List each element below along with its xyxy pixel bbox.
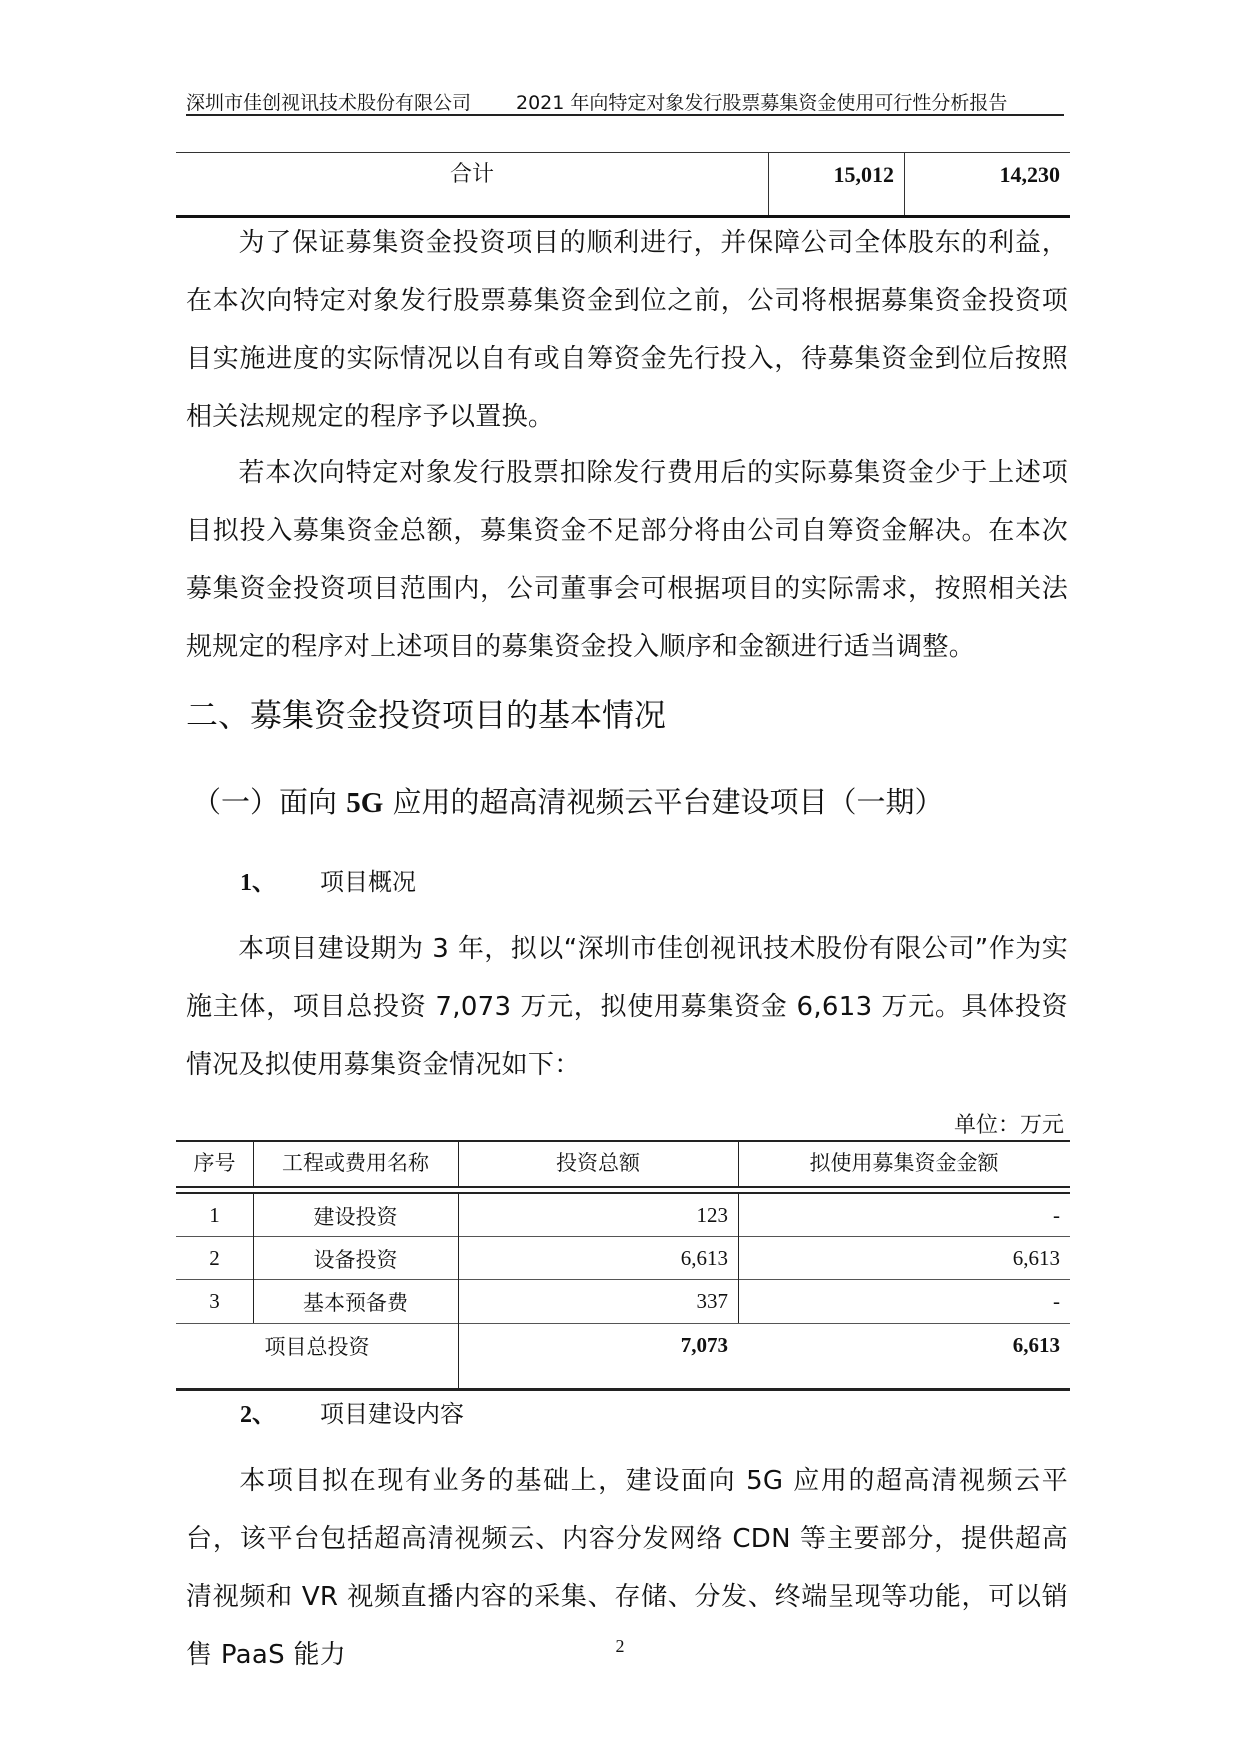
subsection-heading: [192, 780, 944, 821]
subsection-prefix: （一）面向: [192, 785, 347, 819]
row-1-total: 123: [696, 1203, 728, 1227]
item-number: 2、: [240, 1402, 276, 1428]
item-title: 项目建设内容: [320, 1400, 464, 1428]
paragraph-text: 若本次向特定对象发行股票扣除发行费用后的实际募集资金少于上述项目拟投入募集资金总额，募集资金不足部分将由公司自筹资金解决。在本次募集资金投资项目范围内，公司董事会可根据项目的实际需求，按照相关法规规定的程序对上述项目的募集资金投入顺序和金额进行适当调整。: [186, 458, 1068, 662]
item-heading-content: [240, 1394, 464, 1429]
paragraph-text: 本项目建设期为 3 年，拟以“深圳市佳创视讯技术股份有限公司”作为实施主体，项目总投资 7,073 万元，拟使用募集资金 6,613 万元。具体投资情况及拟使用募集资金情况如下：: [186, 934, 1068, 1080]
paragraph-text: 为了保证募集资金投资项目的顺利进行，并保障公司全体股东的利益，在本次向特定对象发行股票募集资金到位之前，公司将根据募集资金投资项目实施进度的实际情况以自有或自筹资金先行投入，待募集资金到位后按照相关法规规定的程序予以置换。: [186, 228, 1068, 432]
total-row-raised: 6,613: [1012, 1333, 1060, 1357]
col-header-name: 工程或费用名称: [282, 1151, 429, 1175]
row-2-no: 2: [209, 1246, 220, 1270]
row-3-name: 基本预备费: [303, 1291, 408, 1315]
row-2-raised: 6,613: [1012, 1246, 1060, 1270]
header-company: 深圳市佳创视讯技术股份有限公司: [186, 92, 472, 114]
total-row-label: 项目总投资: [264, 1335, 370, 1359]
item-title: 项目概况: [320, 868, 416, 896]
page-number: 2: [615, 1636, 625, 1656]
header-rule: [186, 114, 1064, 116]
unit-label: 单位：万元: [953, 1113, 1064, 1138]
paragraph-shortfall: [186, 444, 1068, 676]
investment-table: [176, 1140, 1070, 1390]
summary-table: [176, 152, 1070, 218]
row-3-total: 337: [696, 1289, 728, 1313]
col-header-raised: 拟使用募集资金金额: [809, 1151, 999, 1175]
header-report-title: 2021 年向特定对象发行股票募集资金使用可行性分析报告: [516, 92, 1008, 114]
item-heading-overview: [240, 862, 416, 897]
paragraph-project-overview: [186, 920, 1068, 1094]
row-1-no: 1: [209, 1203, 220, 1227]
col-header-total: 投资总额: [556, 1151, 640, 1175]
total-row-total: 7,073: [680, 1333, 728, 1357]
summary-value-raised: 14,230: [904, 153, 1070, 215]
row-1-raised: -: [1053, 1203, 1060, 1227]
section-heading: 二、募集资金投资项目的基本情况: [186, 696, 667, 734]
item-number: 1、: [240, 870, 276, 896]
summary-value-total: 15,012: [768, 153, 904, 215]
col-header-no: 序号: [193, 1151, 236, 1175]
table-rule: [176, 1388, 1070, 1391]
paragraph-text: 本项目拟在现有业务的基础上，建设面向 5G 应用的超高清视频云平台，该平台包括超高清视频云、内容分发网络 CDN 等主要部分，提供超高清视频和 VR 视频直播内容的采集、存储、分发、终端呈现等功能，可以销售 PaaS 能力: [186, 1466, 1068, 1670]
row-3-raised: -: [1053, 1289, 1060, 1313]
subsection-suffix: 应用的超高清视频云平台建设项目（一期）: [383, 785, 944, 819]
row-2-name: 设备投资: [313, 1248, 398, 1272]
row-1-name: 建设投资: [313, 1205, 398, 1229]
table-rule: [176, 1186, 1070, 1188]
row-3-no: 3: [209, 1289, 220, 1313]
paragraph-funding-arrangement: [186, 214, 1068, 446]
summary-label: 合计: [449, 162, 494, 187]
subsection-5g: 5G: [346, 787, 384, 819]
row-2-total: 6,613: [680, 1246, 728, 1270]
